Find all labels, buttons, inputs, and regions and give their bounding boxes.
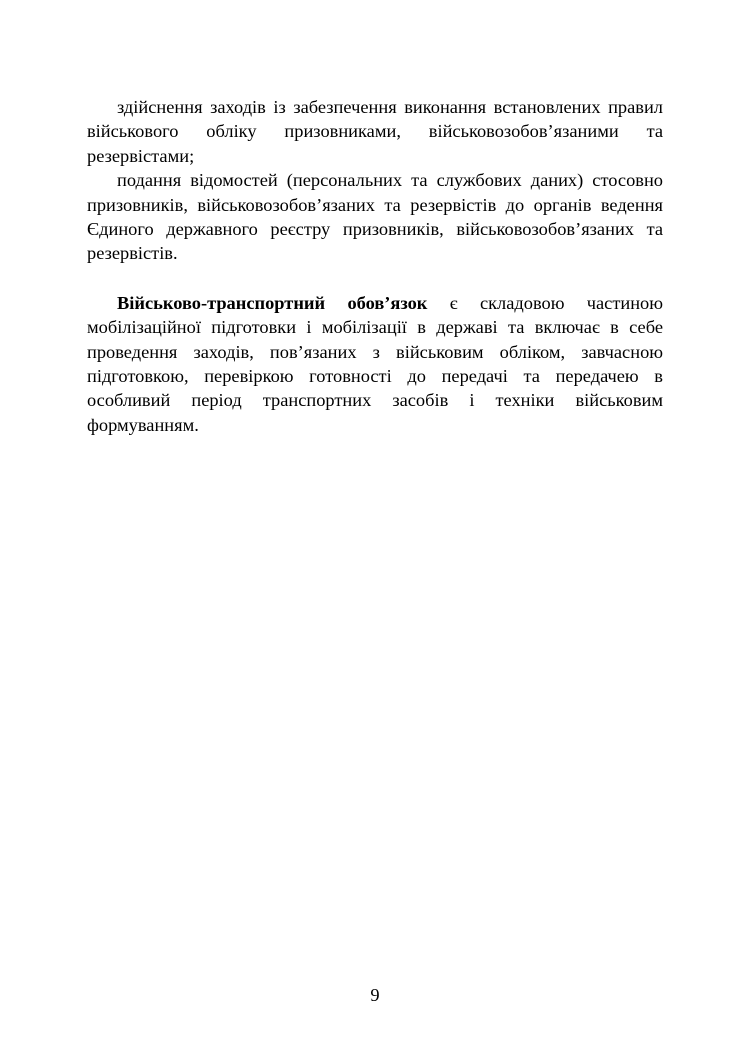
page-number: 9 (370, 985, 380, 1005)
page-body (87, 95, 663, 437)
definition-text: є складовою частиною мобілізаційної підготовки і мобілізації в державі та включає в себе проведення заходів, пов’язаних з військовим обліком, завчасною підготовкою, перевіркою готовності до передачі та передачею в особливий період транспортних засобів і техніки військовим формуванням. (87, 292, 663, 435)
paragraph-submission-of-data: подання відомостей (персональних та службових даних) стосовно призовників, військовозобов’язаних та резервістів до органів ведення Єдиного державного реєстру призовників, військовозобов’язаних та резервістів. (87, 170, 663, 264)
paragraph-spacer (87, 266, 663, 291)
paragraph-military-transport-duty (87, 291, 663, 437)
paragraph-military-registration-rules: здійснення заходів із забезпечення виконання встановлених правил військового обліку призовниками, військовозобов’язаними та резервістами; (87, 97, 663, 166)
term-military-transport-duty: Військово-транспортний обов’язок (117, 292, 428, 313)
